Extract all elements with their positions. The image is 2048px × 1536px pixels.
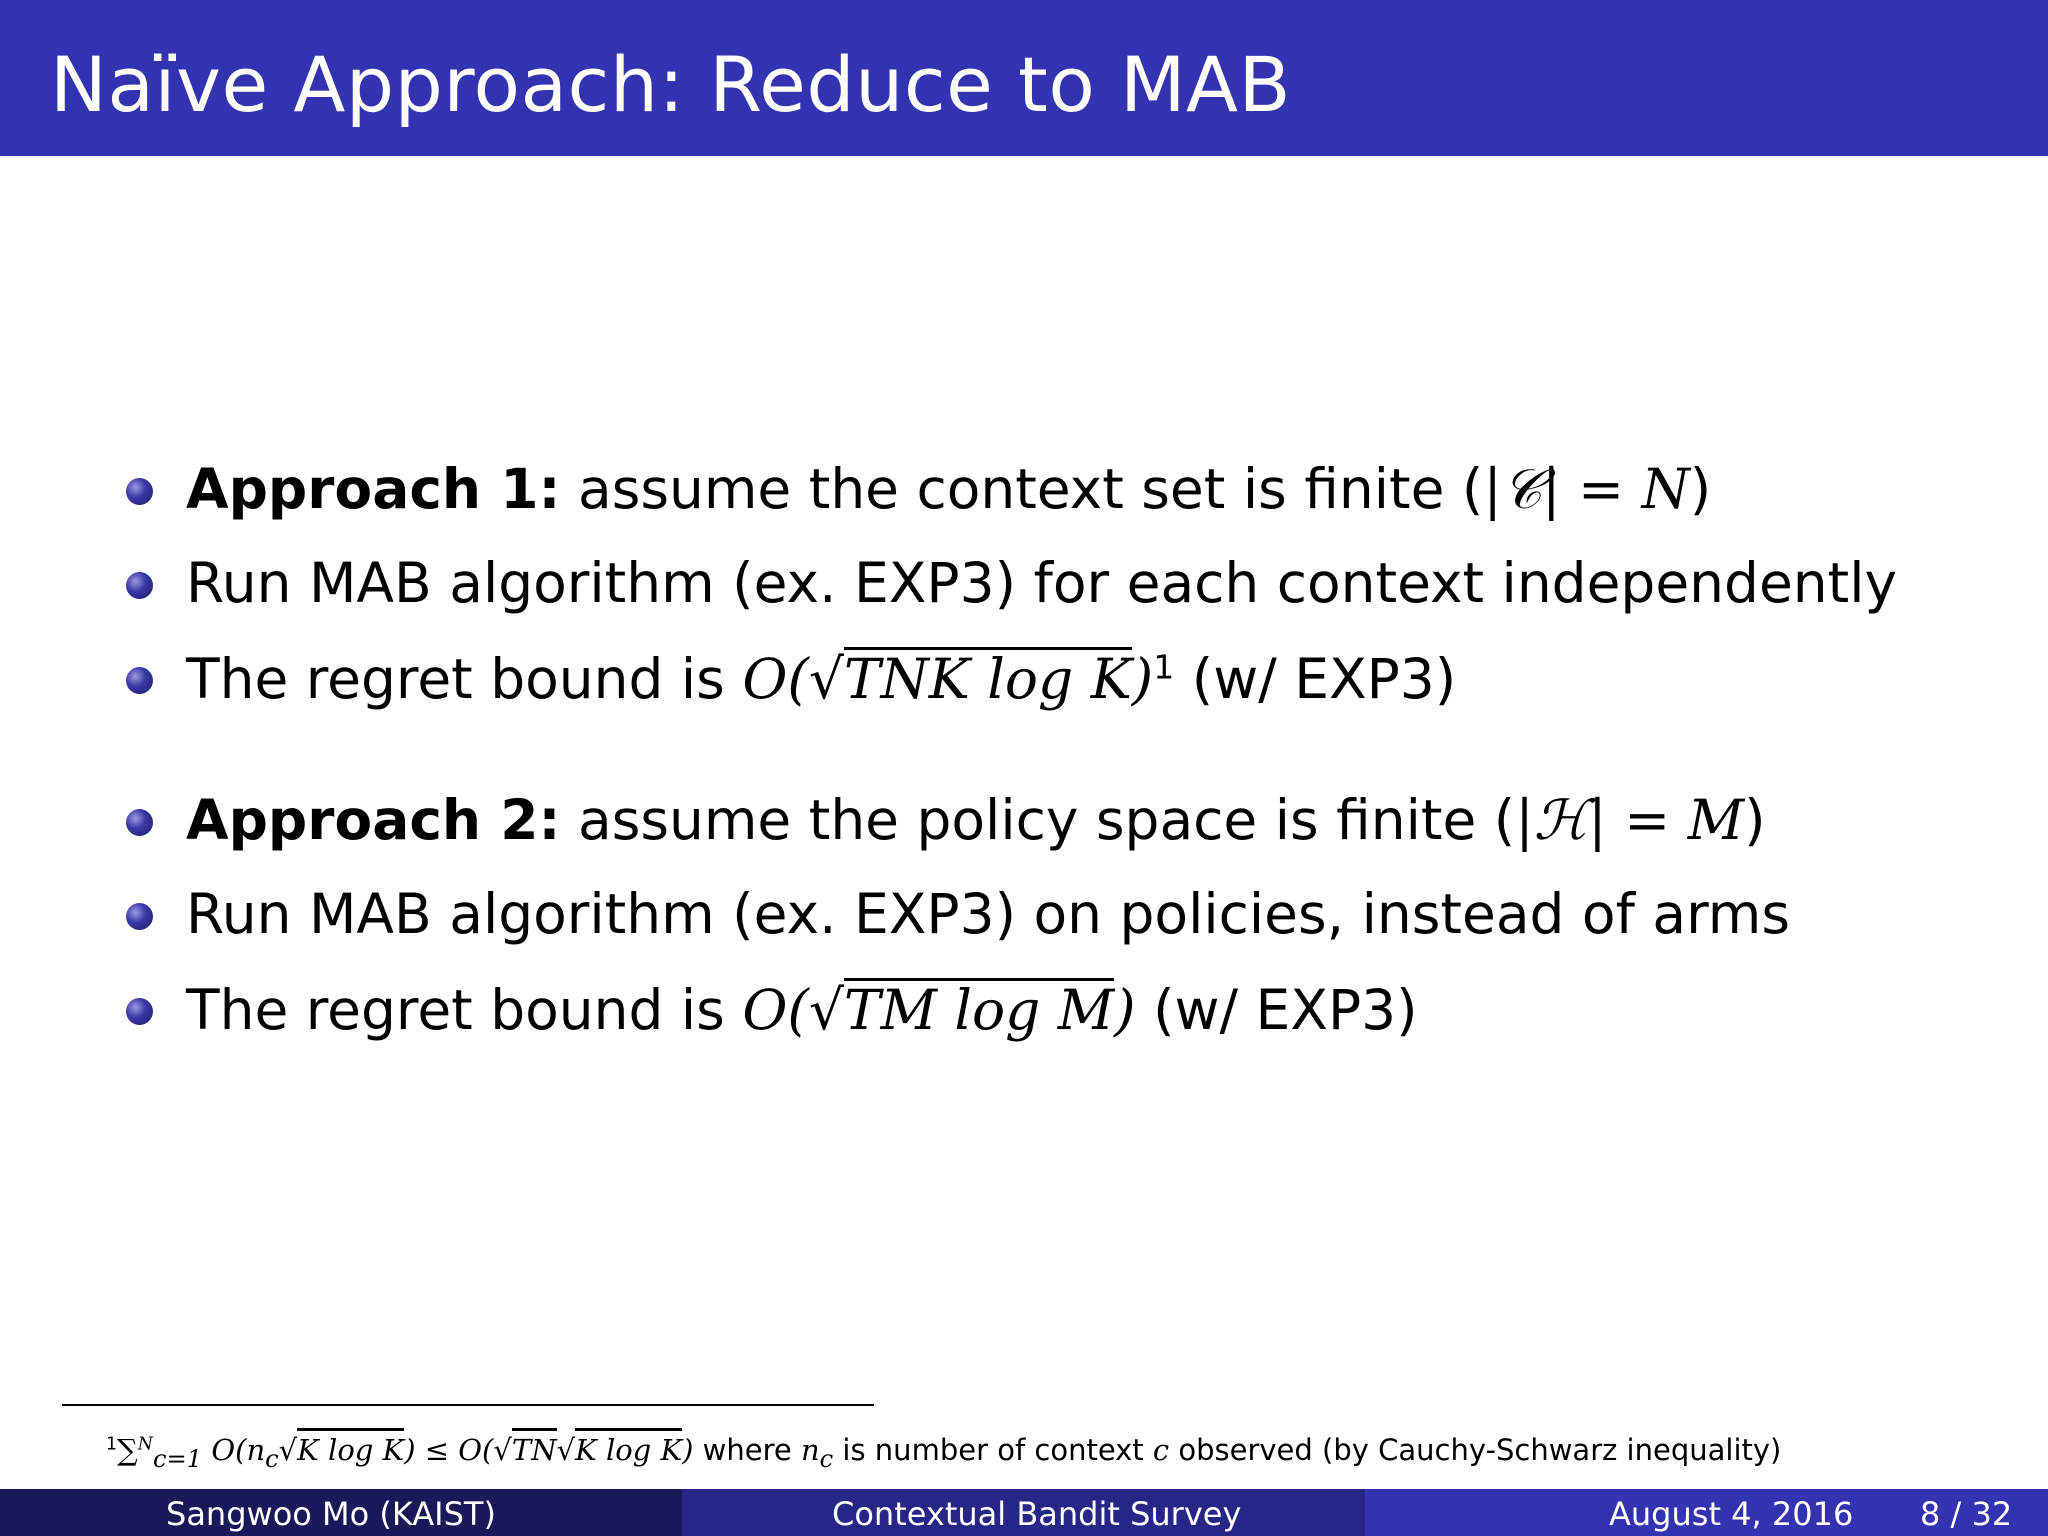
approach-1-text: assume the context set is finite (	[577, 457, 1484, 521]
footnote-ref: 1	[1153, 647, 1175, 687]
approach-2-label: Approach 2:	[186, 788, 561, 852]
bullet-dot	[126, 903, 153, 930]
bullet-approach-1: Approach 1: assume the context set is finite (|𝒞| = N)	[186, 457, 1712, 521]
sqrt-expression: √TNK log K	[808, 647, 1132, 711]
footer-page-number: 8 / 32	[1920, 1495, 2013, 1533]
bullet-approach-2: Approach 2: assume the policy space is finite (|ℋ| = M)	[186, 788, 1766, 852]
sqrt-expression: √TM log M	[808, 978, 1115, 1042]
bullet-dot	[126, 572, 153, 599]
footer-date: August 4, 2016	[1609, 1495, 1854, 1533]
approach-2-text: assume the policy space is finite (	[577, 788, 1516, 852]
bullet-dot	[126, 809, 153, 836]
footer-talk-title: Contextual Bandit Survey	[832, 1495, 1242, 1533]
bullet-dot	[126, 998, 153, 1025]
slide-title: Naïve Approach: Reduce to MAB	[50, 40, 1292, 129]
approach-1-label: Approach 1:	[186, 457, 561, 521]
bullet-run-mab-policies: Run MAB algorithm (ex. EXP3) on policies, instead of arms	[186, 882, 1790, 946]
bullet-dot	[126, 667, 153, 694]
footer-title-section	[682, 1489, 1365, 1536]
policy-set-math: |ℋ| = M	[1515, 788, 1745, 852]
bullet-run-mab-context: Run MAB algorithm (ex. EXP3) for each context independently	[186, 551, 1898, 615]
footnote: $^1$∑$^N_{c=1}$ $O(n_c√K$ log K) ≤ O(√TN√K log K) where $n_c$ is number of context c observed (by Cauchy-Schwarz inequality)	[106, 1428, 1781, 1473]
footer-date-section	[1365, 1489, 2048, 1536]
footer-author: Sangwoo Mo (KAIST)	[166, 1495, 496, 1533]
bullet-regret-bound-1: The regret bound is O(√TNK log K)$^1$ (w/ EXP3)	[186, 647, 1457, 711]
bullet-regret-bound-2: The regret bound is O(√TM log M) (w/ EXP3)	[186, 978, 1418, 1042]
footer-bar	[0, 1489, 2048, 1536]
footnote-rule	[62, 1404, 874, 1406]
context-set-math: |𝒞| = N	[1483, 457, 1690, 521]
footer-author-section	[0, 1489, 682, 1536]
bullet-dot	[126, 478, 153, 505]
